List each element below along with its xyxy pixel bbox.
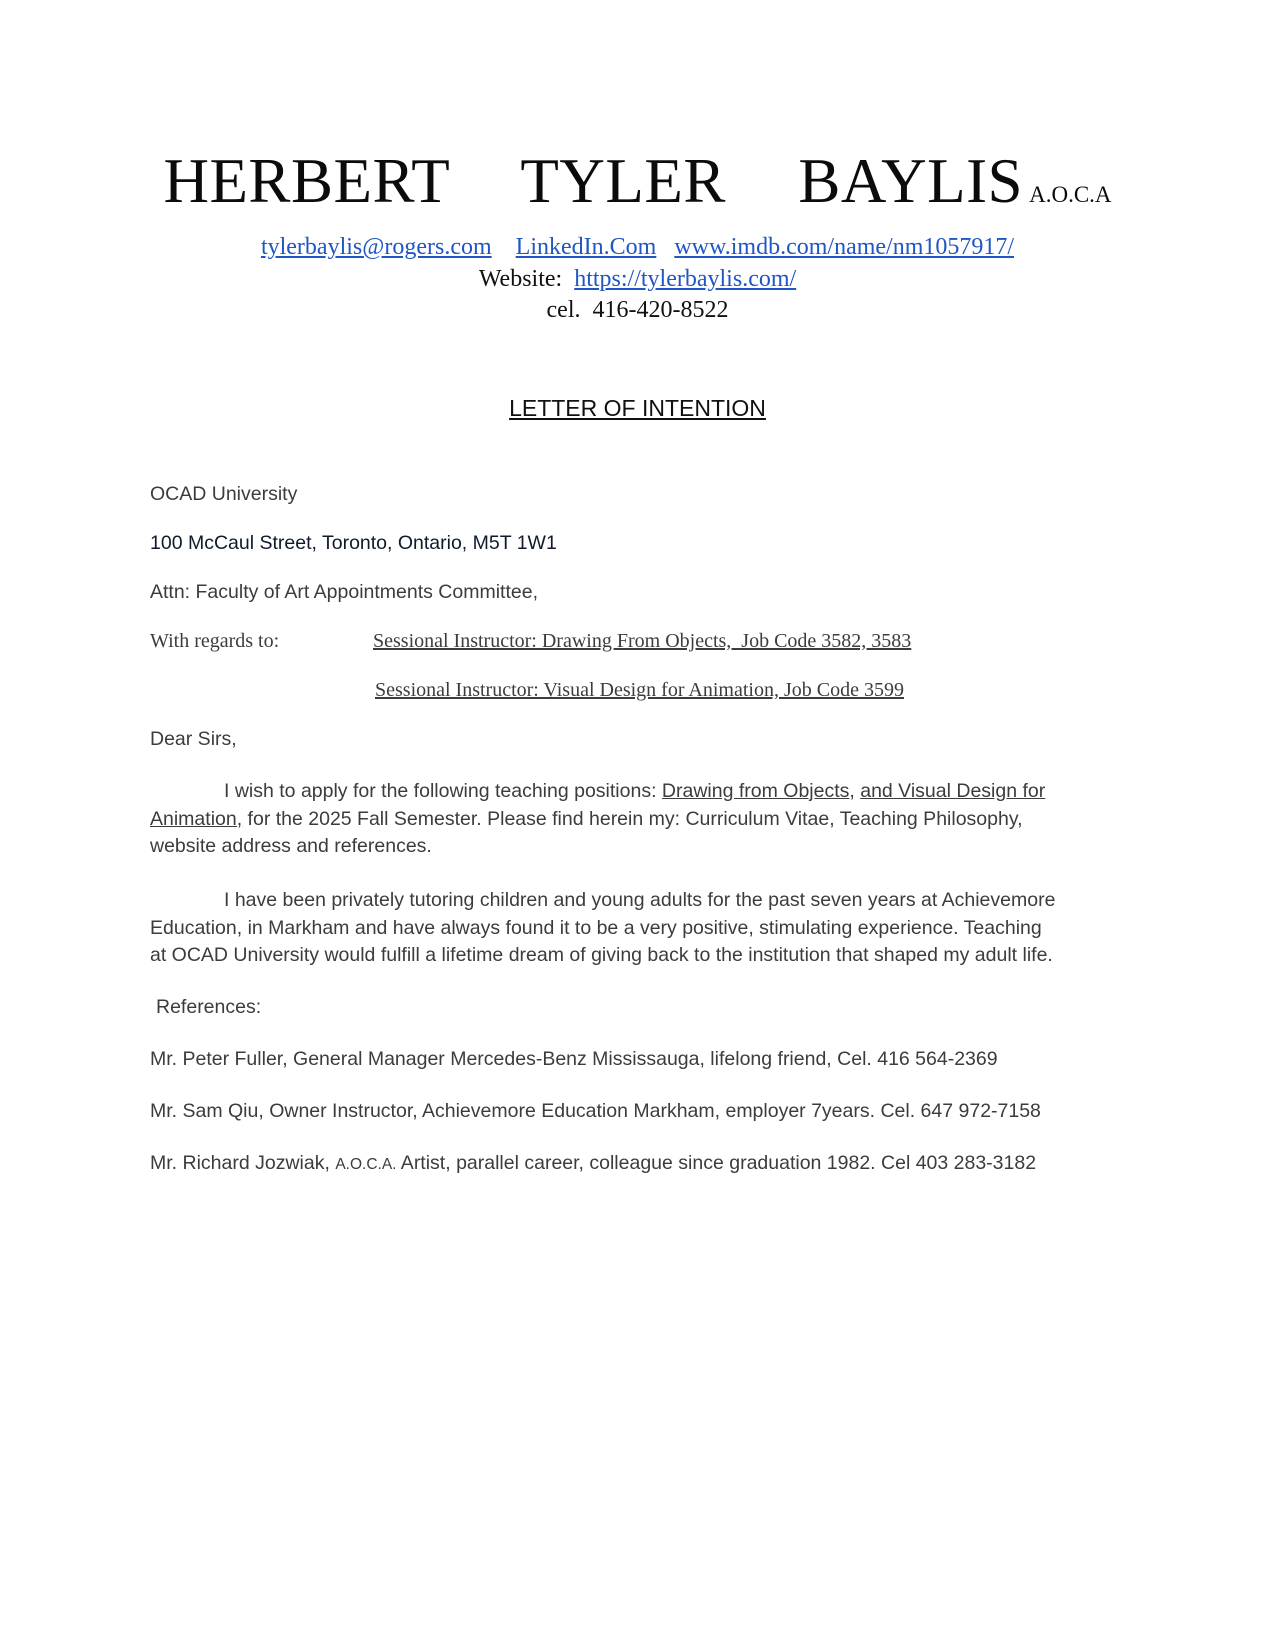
website-link[interactable]: https://tylerbaylis.com/ bbox=[574, 266, 797, 292]
regards-item-2: Sessional Instructor: Visual Design for Animation, Job Code 3599 bbox=[375, 679, 904, 701]
course-animation-1: and Visual Design for bbox=[860, 780, 1046, 802]
regards-label: With regards to: bbox=[150, 630, 280, 652]
p2-line2: Education, in Markham and have always found it to be a very positive, stimulating experience. Teaching bbox=[150, 916, 1042, 939]
p2-line3: at OCAD University would fulfill a lifetime dream of giving back to the institution that shaped my adult life. bbox=[150, 944, 1053, 966]
reference-1: Mr. Peter Fuller, General Manager Mercedes-Benz Mississauga, lifelong friend, Cel. 416 564-2369 bbox=[150, 1048, 998, 1070]
recipient-org: OCAD University bbox=[150, 483, 298, 505]
linkedin-link[interactable]: LinkedIn.Com bbox=[515, 234, 657, 260]
ref3-post: Artist, parallel career, colleague since graduation 1982. Cel 403 283-3182 bbox=[396, 1152, 1037, 1174]
ref3-pre: Mr. Richard Jozwiak, bbox=[150, 1152, 336, 1174]
p1-sep: , bbox=[849, 780, 861, 802]
recipient-attn: Attn: Faculty of Art Appointments Committee, bbox=[150, 581, 539, 603]
phone-number: cel. 416-420-8522 bbox=[546, 297, 729, 323]
p1-intro: I wish to apply for the following teaching positions: bbox=[224, 780, 662, 802]
salutation: Dear Sirs, bbox=[150, 728, 237, 750]
ref3-credential: A.O.C.A. bbox=[335, 1156, 397, 1173]
p1-rest: for the 2025 Fall Semester. Please find herein my: Curriculum Vitae, Teaching Philosophy, bbox=[242, 807, 1023, 830]
website-label: Website: bbox=[478, 266, 563, 292]
p1-line3: website address and references. bbox=[150, 835, 432, 857]
applicant-name: HERBERT TYLER BAYLIS bbox=[163, 146, 1024, 216]
paragraph-intent bbox=[150, 778, 1110, 861]
name-credential: A.O.C.A bbox=[1029, 182, 1112, 207]
reference-2: Mr. Sam Qiu, Owner Instructor, Achievemore Education Markham, employer 7years. Cel. 647 972-7158 bbox=[150, 1100, 1041, 1122]
email-link[interactable]: tylerbaylis@rogers.com bbox=[260, 234, 492, 260]
course-animation-2: Animation, bbox=[150, 807, 243, 830]
recipient-address: 100 McCaul Street, Toronto, Ontario, M5T 1W1 bbox=[150, 532, 557, 554]
regards-item-1: Sessional Instructor: Drawing From Objects, Job Code 3582, 3583 bbox=[373, 630, 912, 652]
contact-links bbox=[0, 231, 1275, 263]
p2-line1: I have been privately tutoring children and young adults for the past seven years at Achievemore bbox=[224, 889, 1056, 911]
paragraph-experience bbox=[150, 887, 1110, 970]
reference-3 bbox=[150, 1152, 1036, 1175]
course-drawing: Drawing from Objects bbox=[661, 780, 850, 802]
phone-line bbox=[0, 294, 1275, 326]
letterhead-name bbox=[0, 146, 1275, 216]
references-label: References: bbox=[156, 996, 262, 1018]
imdb-link[interactable]: www.imdb.com/name/nm1057917/ bbox=[674, 234, 1015, 260]
website-line bbox=[0, 263, 1275, 295]
letter-title: LETTER OF INTENTION bbox=[509, 395, 766, 421]
